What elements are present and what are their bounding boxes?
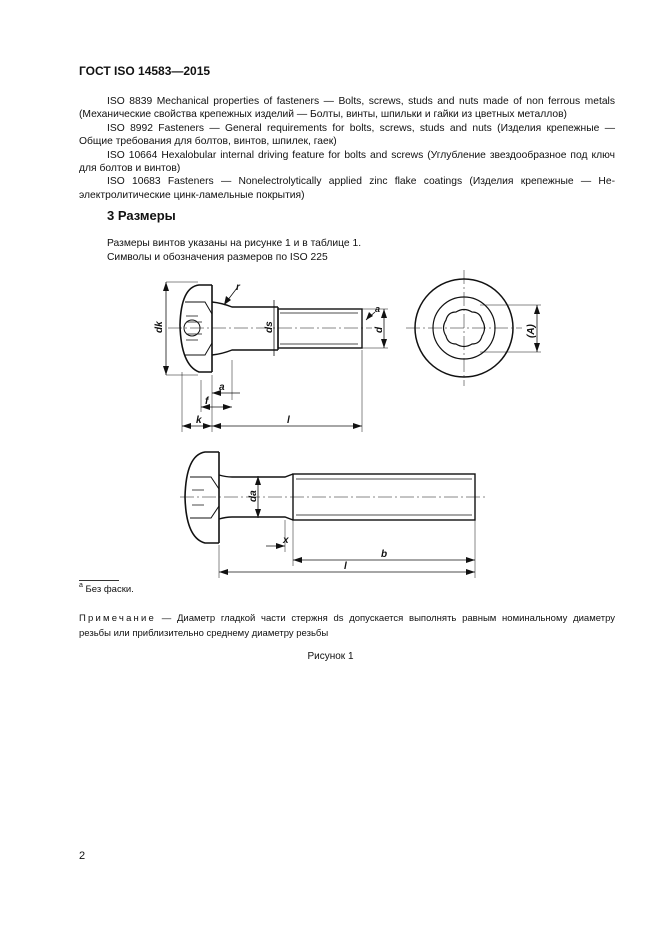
note-text: — Диаметр гладкой части стержня ds допускается выполнять равным номинальному диаметру резьбы или приблизительно среднему диаметру резьбы [79,613,615,639]
label-l-bottom: l [344,561,347,572]
label-f: f [205,396,209,407]
label-x: x [283,535,289,546]
label-ds: ds [264,321,275,333]
reference-iso-10683: ISO 10683 Fasteners — Nonelectrolytically applied zinc flake coatings (Изделия крепежные — Неэлектролитические цинк-ламельные покрытия) [79,176,615,201]
label-l-top: l [287,415,290,426]
label-da: da [248,490,259,502]
reference-iso-8992: ISO 8992 Fasteners — General requirements for bolts, screws, studs and nuts (Изделия крепежные — Общие требования для болтов, винтов, шпилек, гаек) [79,122,615,148]
label-k: k [196,415,202,426]
label-d: d [374,326,385,333]
label-a-mark: a [375,304,381,314]
head-outline-top [180,285,212,372]
note-lead: Примечание [79,613,156,624]
label-r: r [236,282,240,293]
head-outline-lower [185,452,219,543]
figure-note [79,612,615,641]
figure-caption: Рисунок 1 [307,651,354,662]
document-header: ГОСТ ISO 14583—2015 [79,64,211,78]
label-A: (A) [526,324,537,338]
reference-iso-8839: ISO 8839 Mechanical properties of fasteners — Bolts, screws, studs and nuts made of non ferrous metals (Механические свойства крепежных изделий — Болты, винты, шпильки и гайки из цветных металлов) [79,96,615,121]
page-number: 2 [79,850,86,862]
intro-line-1: Размеры винтов указаны на рисунке 1 и в таблице 1. [107,238,362,249]
section-title: 3 Размеры [107,208,176,223]
label-b: b [381,549,388,560]
footnote-rule [79,580,119,581]
intro-line-2: Символы и обозначения размеров по ISO 225 [107,252,328,263]
footnote [79,584,134,595]
reference-iso-10664: ISO 10664 Hexalobular internal driving feature for bolts and screws (Углубление звездообразное под ключ для болтов и винтов) [79,149,615,175]
label-a: a [219,382,225,393]
footnote-marker: a [79,582,83,589]
footnote-text: Без фаски. [85,584,134,595]
label-dk: dk [154,321,165,333]
